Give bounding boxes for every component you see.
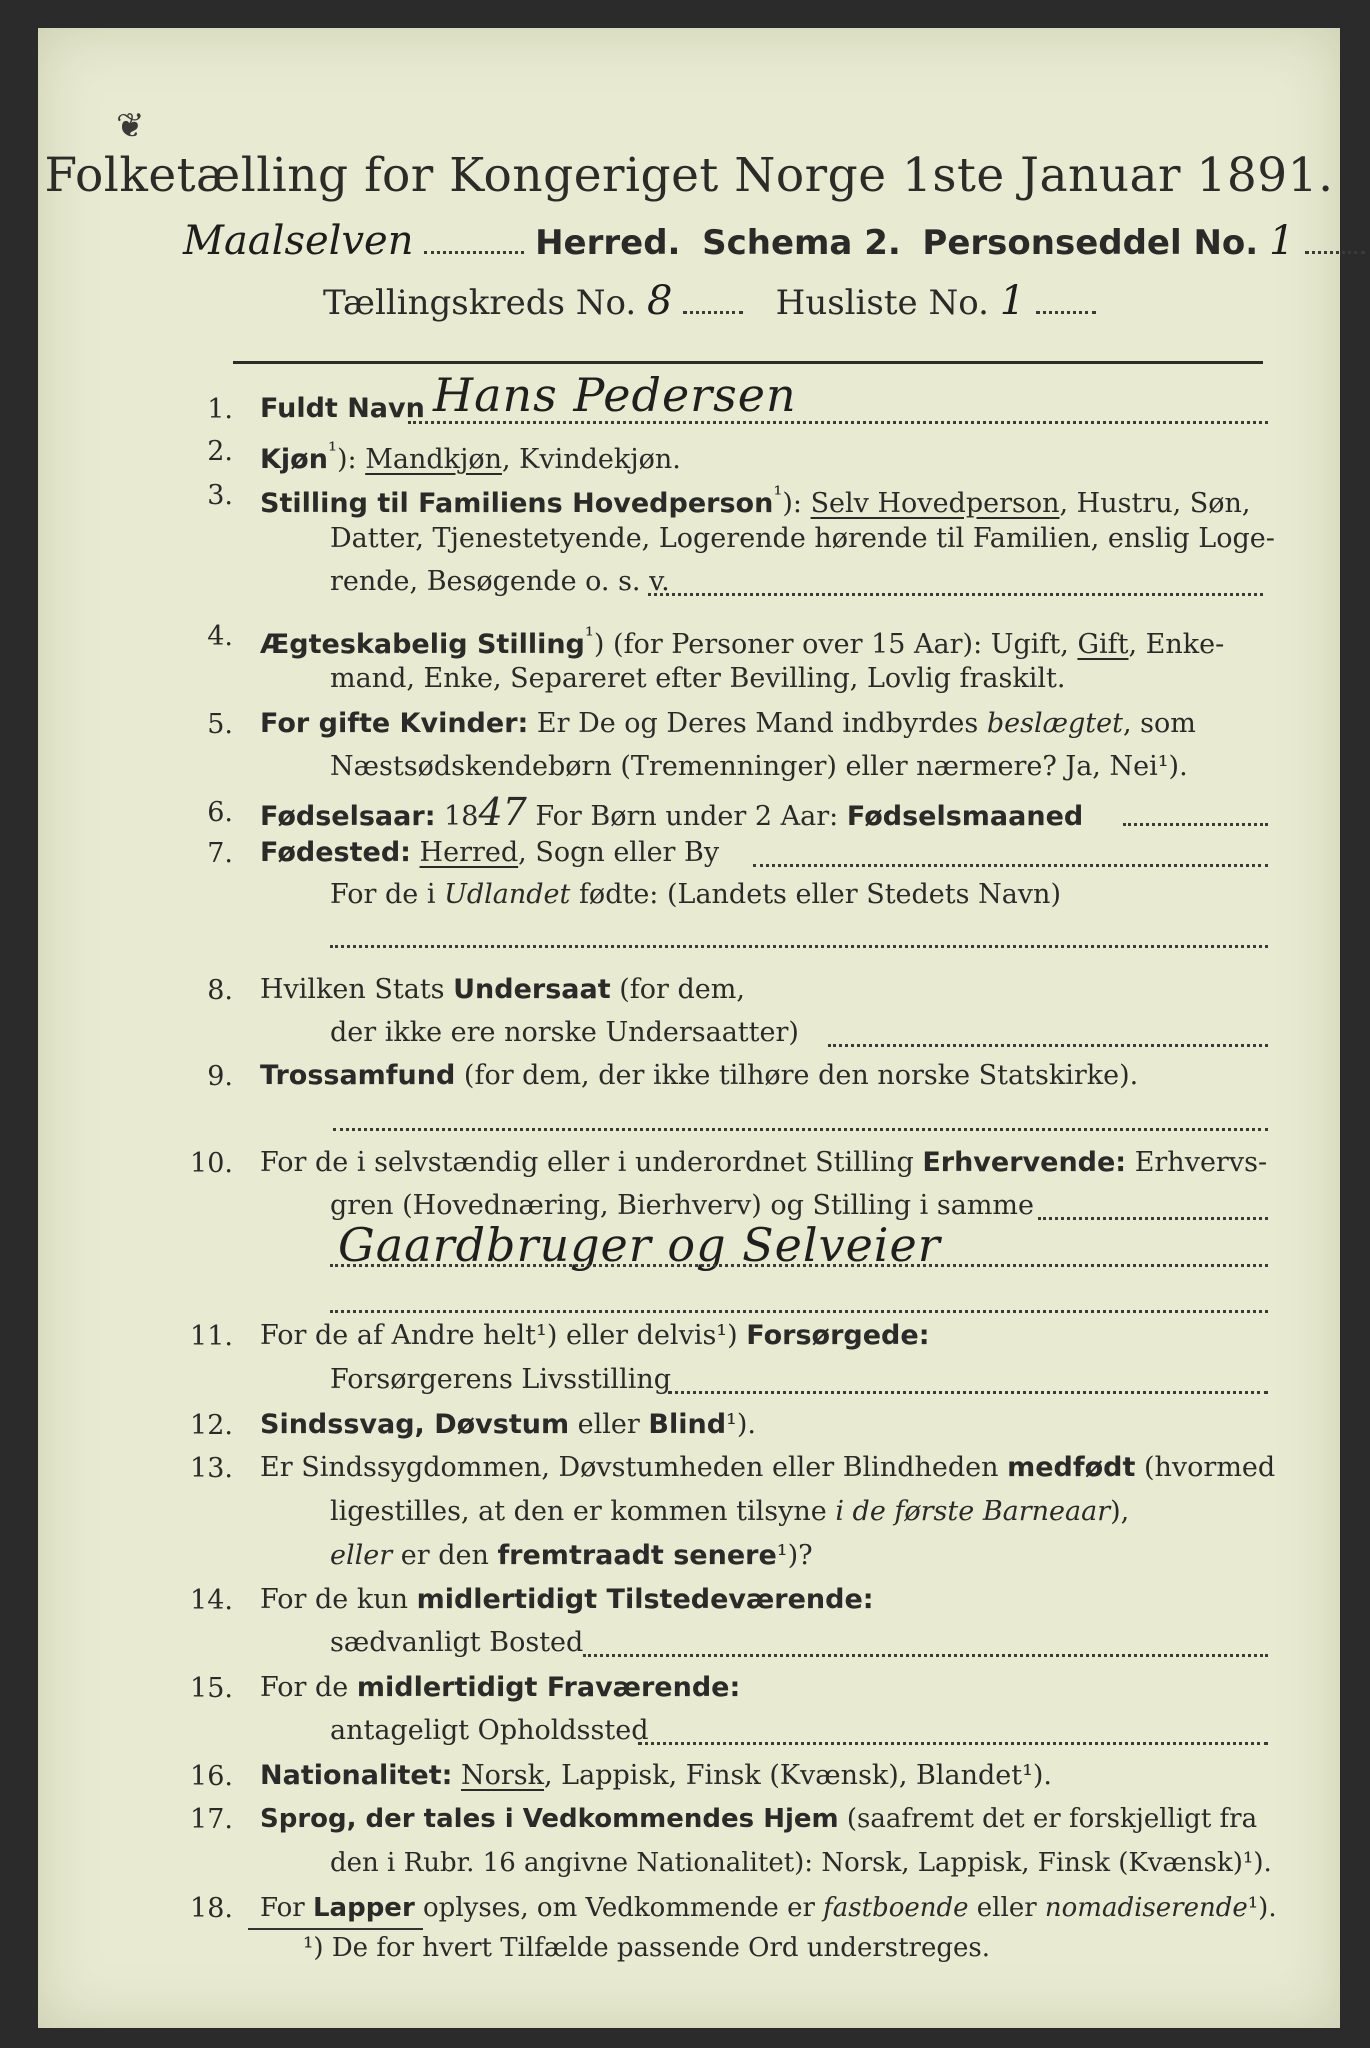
- personseddel-label: Personseddel No.: [922, 223, 1259, 263]
- occupation-handwritten: Gaardbruger og Selveier: [338, 1218, 941, 1272]
- schema-label: Schema 2.: [702, 223, 901, 263]
- item-8-citizenship: Hvilken Stats Undersaat (for dem,: [260, 974, 745, 1005]
- item-number: 16.: [190, 1761, 233, 1792]
- item-18-lapps: For Lapper oplyses, om Vedkommende er fastboende eller nomadiserende¹).: [260, 1893, 1277, 1923]
- item-11-supported: For de af Andre helt¹) eller delvis¹) Forsørgede:: [260, 1320, 930, 1351]
- birth-year-handwritten: 47: [478, 790, 527, 834]
- item-number: 17.: [190, 1804, 233, 1835]
- item-13-congenital: Er Sindssygdommen, Døvstumheden eller Blindheden medfødt (hvormed: [260, 1452, 1276, 1483]
- item-number: 4.: [207, 621, 233, 652]
- item-number: 11.: [190, 1321, 233, 1352]
- herred-handwritten: Maalselven: [183, 218, 414, 264]
- item-17-language: Sprog, der tales i Vedkommendes Hjem (saafremt det er forskjelligt fra: [260, 1804, 1258, 1834]
- item-16-nationality: Nationalitet: Norsk, Lappisk, Finsk (Kvænsk), Blandet¹).: [260, 1760, 1053, 1791]
- census-form-sheet: ❦ Folketælling for Kongeriget Norge 1ste Januar 1891. Maalselven Herred. Schema 2. Personseddel No. 1 Tællingskreds No. 8 Husliste No. 1 1. Fuldt Navn Hans Pedersen 2. Kjøn$^{^1}$): Mandkjøn, Kvindekjøn. 3. Stilling til Familiens Hovedperson$^{^1}$): Selv Hovedperson, Hustru, Søn, Datter, Tjenestetyende, Logerende hørende til Familien, enslig Loge- rende, Besøgende o. s. v. 4. Ægteskabelig Stilling$^{^1}$) (for Personer over 15 Aar): Ugift, Gift, Enke- mand, Enke, Separeret efter Bevilling, Lovlig fraskilt. 5. For gifte Kvinder: Er De og Deres Mand indbyrdes beslægtet, som Næstsødskendebørn (Tremenninger) eller nærmere? Ja, Nei¹). 6. Fødselsaar: 1847 For Børn under 2 Aar: Fødselsmaaned 7. Fødested: Herred, Sogn eller By For de i Udlandet fødte: (Landets eller Stedets Navn) 8. Hvilken Stats Undersaat (for dem, der ikke ere norske Undersaatter) 9. Trossamfund (for dem, der ikke tilhøre den norske Statskirke). 10. For de i selvstændig eller i underordnet Stilling Erhvervende: Erhvervs- gren (Hovednæring, Bierhverv) og Stilling i samme Gaardbruger og Selveier 11. For de af Andre helt¹) eller delvis¹) Forsørgede: Forsørgerens Livsstilling 12. Sindssvag, Døvstum eller Blind¹). 13. Er Sindssygdommen, Døvstumheden eller Blindheden medfødt (hvormed ligestilles, at den er kommen tilsyne i de første Barneaar), eller er den fremtraadt senere¹)? 14. For de kun midlertidigt Tilstedeværende: sædvanligt Bosted 15. For de midlertidigt Fraværende: antageligt Opholdssted 16. Nationalitet: Norsk, Lappisk, Finsk (Kvænsk), Blandet¹). 17. Sprog, der tales i Vedkommendes Hjem (saafremt det er forskjelligt fra den i Rubr. 16 angivne Nationalitet): Norsk, Lappisk, Finsk (Kvænsk)¹). 18. For Lapper oplyses, om Vedkommende er fastboende eller nomadiserende¹). ¹) De for hvert Tilfælde passende Ord understreges.: [38, 28, 1340, 2028]
- item-15-temporary-absent: For de midlertidigt Fraværende:: [260, 1672, 741, 1703]
- item-number: 5.: [207, 709, 233, 740]
- item-number: 18.: [190, 1893, 233, 1924]
- item-14-temporary-present: For de kun midlertidigt Tilstedeværende:: [260, 1584, 874, 1615]
- husliste-handwritten: 1: [999, 278, 1026, 324]
- ink-blot-icon: ❦: [116, 106, 145, 146]
- item-5-married-women: For gifte Kvinder: Er De og Deres Mand indbyrdes beslægtet, som: [260, 708, 1196, 739]
- item-10-occupation: For de i selvstændig eller i underordnet Stilling Erhvervende: Erhvervs-: [260, 1147, 1268, 1178]
- item-number: 7.: [207, 838, 233, 869]
- item-2-sex: Kjøn$^{^1}$): Mandkjøn, Kvindekjøn.: [260, 438, 681, 475]
- item-number: 15.: [190, 1673, 233, 1704]
- item-number: 13.: [190, 1453, 233, 1484]
- item-7-birthplace: Fødested: Herred, Sogn eller By: [260, 837, 720, 868]
- item-number: 6.: [207, 797, 233, 828]
- personseddel-handwritten: 1: [1269, 218, 1295, 264]
- footnote-rule: [248, 1928, 423, 1930]
- item-6-birth-year: Fødselsaar: 1847 For Børn under 2 Aar: Fødselsmaaned: [260, 790, 1084, 834]
- item-12-disability: Sindssvag, Døvstum eller Blind¹).: [260, 1409, 756, 1440]
- item-number: 3.: [207, 480, 233, 511]
- husliste-label: Husliste No.: [775, 283, 989, 323]
- item-number: 12.: [190, 1410, 233, 1441]
- item-number: 9.: [207, 1061, 233, 1092]
- herred-label: Herred.: [535, 223, 681, 263]
- item-number: 14.: [190, 1585, 233, 1616]
- taellingskreds-handwritten: 8: [646, 278, 673, 324]
- item-3-position: Stilling til Familiens Hovedperson$^{^1}$): Selv Hovedperson, Hustru, Søn,: [260, 482, 1251, 519]
- footnote: ¹) De for hvert Tilfælde passende Ord understreges.: [303, 1933, 991, 1963]
- herred-line: [183, 218, 1365, 264]
- item-number: 10.: [190, 1148, 233, 1179]
- item-1-full-name: Fuldt Navn: [260, 393, 425, 424]
- taellingskreds-line: [323, 278, 1096, 324]
- header-rule: [233, 361, 1263, 364]
- taellingskreds-label: Tællingskreds No.: [323, 283, 637, 323]
- form-title: Folketælling for Kongeriget Norge 1ste Januar 1891.: [44, 148, 1334, 203]
- item-number: 8.: [207, 975, 233, 1006]
- item-number: 1.: [207, 394, 233, 425]
- item-9-religion: Trossamfund (for dem, der ikke tilhøre den norske Statskirke).: [260, 1060, 1139, 1091]
- name-handwritten: Hans Pedersen: [433, 368, 797, 422]
- item-number: 2.: [207, 436, 233, 467]
- item-4-marital: Ægteskabelig Stilling$^{^1}$) (for Personer over 15 Aar): Ugift, Gift, Enke-: [260, 623, 1225, 660]
